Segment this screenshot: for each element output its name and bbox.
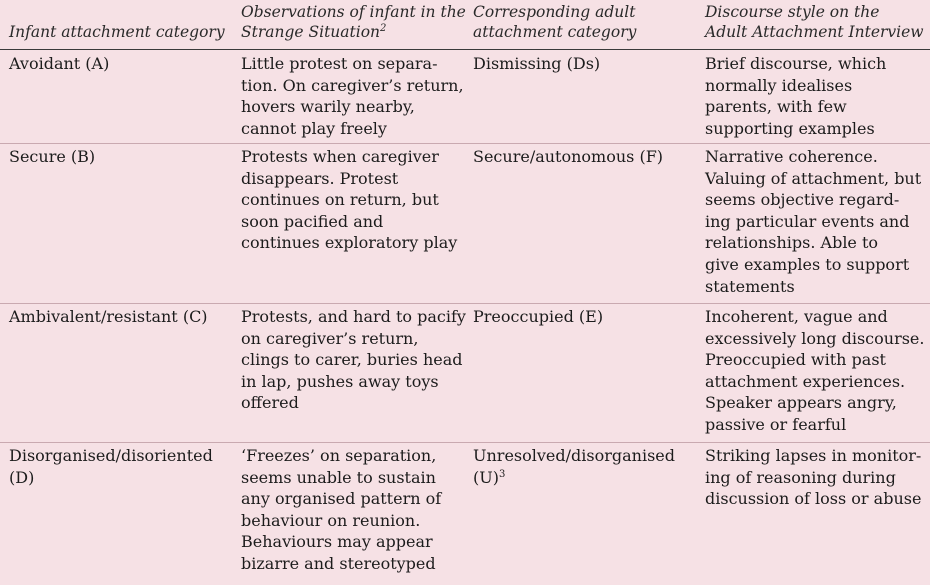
cell-adult-category-text: Preoccupied (E) <box>473 307 604 326</box>
cell-adult-category <box>473 53 698 78</box>
header-adult-category: Corresponding adult attachment category <box>473 3 637 41</box>
cell-adult-category <box>473 146 698 171</box>
cell-discourse: Incoherent, vague and excessively long discourse. Preoccupied with past attachment experiences. Speaker appears angry, passive or fearful <box>705 307 925 434</box>
header-strange-situation-text: Observations of infant in the Strange Situation <box>241 3 466 41</box>
cell-infant-category: Disorganised/disoriented (D) <box>9 446 213 487</box>
cell-adult-category <box>473 445 698 491</box>
cell-adult-category-text: Unresolved/disorganised (U) <box>473 446 675 487</box>
table-row <box>0 51 930 143</box>
cell-infant-category: Avoidant (A) <box>9 54 110 73</box>
cell-observation: Little protest on separa- tion. On caregiver’s return, hovers warily nearby, cannot play freely <box>241 54 464 138</box>
table-row <box>0 442 930 585</box>
cell-discourse: Brief discourse, which normally idealises parents, with few supporting examples <box>705 54 887 138</box>
cell-adult-category-text: Secure/autonomous (F) <box>473 147 664 166</box>
header-infant-category: Infant attachment category <box>9 23 225 41</box>
footnote-marker: 2 <box>380 23 387 34</box>
cell-observation: ‘Freezes’ on separation, seems unable to sustain any organised pattern of behaviour on reunion. Behaviours may appear bizarre and stereotyped <box>241 446 442 573</box>
table-header-row <box>0 0 930 50</box>
footnote-marker: 3 <box>498 468 506 480</box>
cell-infant-category: Ambivalent/resistant (C) <box>9 307 208 326</box>
cell-observation: Protests, and hard to pacify on caregiver’s return, clings to carer, buries head in lap, pushes away toys offered <box>241 307 466 413</box>
cell-adult-category-text: Dismissing (Ds) <box>473 54 601 73</box>
cell-discourse: Narrative coherence. Valuing of attachment, but seems objective regard- ing particular events and relationships. Able to give examples to support statements <box>705 147 922 296</box>
table-row <box>0 303 930 442</box>
header-discourse-style: Discourse style on the Adult Attachment Interview <box>705 3 924 41</box>
cell-adult-category <box>473 306 698 331</box>
cell-discourse: Striking lapses in monitor- ing of reasoning during discussion of loss or abuse <box>705 446 922 509</box>
cell-observation: Protests when caregiver disappears. Protest continues on return, but soon pacified and continues exploratory play <box>241 147 458 253</box>
table-row <box>0 143 930 303</box>
header-strange-situation <box>241 2 466 45</box>
cell-infant-category: Secure (B) <box>9 147 96 166</box>
